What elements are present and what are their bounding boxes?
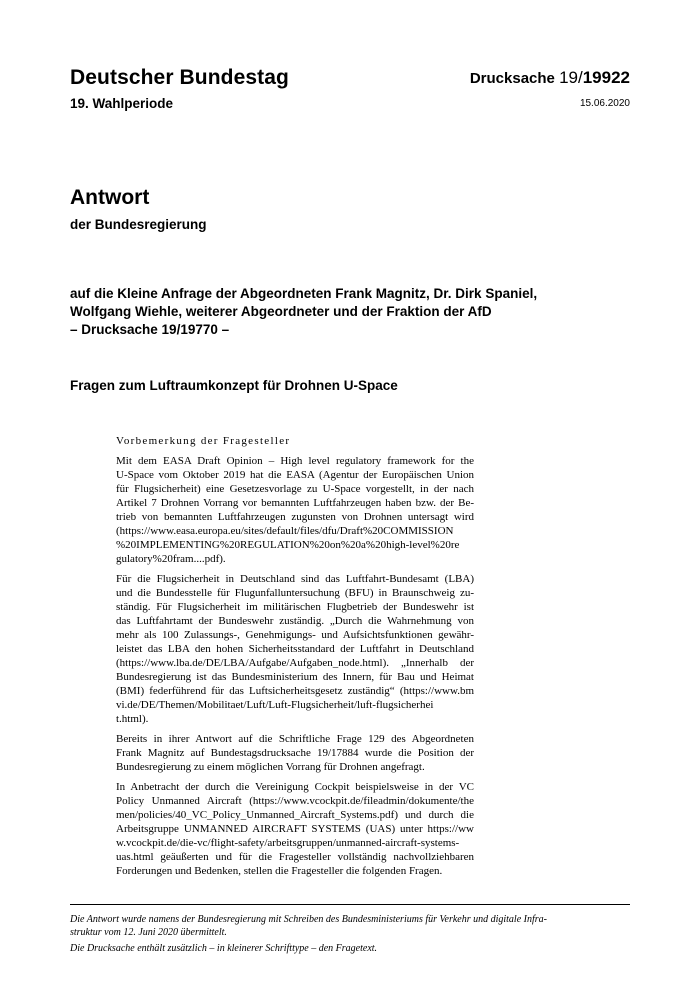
- paragraph-line: gulatory%20fram....pdf).: [116, 553, 226, 565]
- footer-note-line: Die Drucksache enthält zusätzlich – in kleinerer Schrifttype – den Fragetext.: [70, 943, 378, 954]
- paragraph-line: Artikel 7 Drohnen Vorrang vor bemannten Luftfahrzeugen haben bzw. der Be-: [116, 497, 474, 509]
- body-paragraph: [116, 732, 474, 774]
- footer-note-line: struktur vom 12. Juni 2020 übermittelt.: [70, 927, 227, 938]
- anfrage-line: Wolfgang Wiehle, weiterer Abgeordneter und der Fraktion der AfD: [70, 304, 492, 319]
- paragraph-line: Für die Flugsicherheit in Deutschland sind das Luftfahrt-Bundesamt (LBA): [116, 573, 474, 585]
- paragraph-line: leistet das LBA den hohen Sicherheitsstandard der Luftfahrt in Deutschland: [116, 643, 474, 655]
- paragraph-line: Arbeitsgruppe UNMANNED AIRCRAFT SYSTEMS (UAS) unter https://ww: [116, 823, 474, 835]
- paragraph-line: mehr als 100 Zulassungs-, Genehmigungs- und Aufsichtsfunktionen gewähr-: [116, 629, 474, 641]
- paragraph-line: t.html).: [116, 713, 149, 725]
- anfrage-block: [70, 285, 640, 339]
- vorbemerkung-text: [116, 454, 474, 878]
- paragraph-line: ständig. Für Flugsicherheit im militärischen Flugbetrieb der Bundeswehr ist: [116, 601, 474, 613]
- paragraph-line: Frank Magnitz auf Bundestagsdrucksache 19/17884 wurde die Position der: [116, 747, 474, 759]
- vorbemerkung-heading: Vorbemerkung der Fragesteller: [116, 435, 291, 447]
- paragraph-line: U-Space vom Oktober 2019 hat die EASA (Agentur der Europäischen Union: [116, 469, 474, 481]
- paragraph-line: für Flugsicherheit) eine Gesetzesvorlage zu U-Space vorgestellt, in der nach: [116, 483, 474, 495]
- topic-heading: Fragen zum Luftraumkonzept für Drohnen U-Space: [70, 378, 398, 393]
- paragraph-line: vi.de/DE/Themen/Mobilitaet/Luft/Luft-Flugsicherheit/luft-flugsicherhei: [116, 699, 434, 711]
- body-paragraph: [116, 780, 474, 878]
- paragraph-line: %20IMPLEMENTING%20REGULATION%20on%20a%20high-level%20re: [116, 539, 460, 551]
- vorbemerkung-section: [116, 434, 474, 884]
- paragraph-line: Policy Unmanned Aircraft (https://www.vcockpit.de/fileadmin/dokumente/the: [116, 795, 474, 807]
- drucksache-prefix: 19/: [559, 68, 583, 87]
- paragraph-line: Forderungen und Bedenken, stellen die Fragesteller die folgenden Fragen.: [116, 865, 443, 877]
- document-header-left: [70, 66, 289, 111]
- footer-divider: [70, 904, 630, 905]
- page-subtitle: der Bundesregierung: [70, 217, 207, 232]
- paragraph-line: (BMI) federführend für das Luftsicherheitsgesetz zuständig“ (https://www.bm: [116, 685, 474, 697]
- paragraph-line: w.vcockpit.de/die-vc/flight-safety/arbeitsgruppen/unmanned-aircraft-systems-: [116, 837, 460, 849]
- document-header-right: [470, 68, 630, 109]
- paragraph-line: men/policies/40_VC_Policy_Unmanned_Aircraft_Systems.pdf) und durch die: [116, 809, 474, 821]
- paragraph-line: und die Bundesstelle für Flugunfalluntersuchung (BFU) in Braunschweig zu-: [116, 587, 474, 599]
- anfrage-line: – Drucksache 19/19770 –: [70, 322, 230, 337]
- paragraph-line: In Anbetracht der durch die Vereinigung Cockpit beispielsweise in der VC: [116, 781, 474, 793]
- drucksache-num: 19922: [582, 68, 630, 87]
- drucksache-label: Drucksache: [469, 70, 555, 87]
- paragraph-line: das Luftfahrtamt der Bundeswehr zuständig. „Durch die Wahrnehmung von: [116, 615, 474, 627]
- wahlperiode: 19. Wahlperiode: [70, 96, 174, 111]
- paragraph-line: Bereits in ihrer Antwort auf die Schriftliche Frage 129 des Abgeordneten: [116, 733, 474, 745]
- footer-note-line: Die Antwort wurde namens der Bundesregierung mit Schreiben des Bundesministeriums für Verkehr und digitale Infra-: [70, 914, 547, 925]
- drucksache-number: [470, 68, 630, 88]
- paragraph-line: Bundesregierung ist das Bundesministerium des Innern, für Bau und Heimat: [116, 671, 474, 683]
- document-date: 15.06.2020: [579, 98, 630, 109]
- paragraph-line: Bundesregierung zu einem möglichen Vorrang für Drohnen angefragt.: [116, 761, 425, 773]
- body-paragraph: [116, 454, 474, 566]
- page-title: Antwort: [70, 186, 150, 209]
- body-paragraph: [116, 572, 474, 726]
- anfrage-line: auf die Kleine Anfrage der Abgeordneten Frank Magnitz, Dr. Dirk Spaniel,: [70, 286, 538, 301]
- paragraph-line: Mit dem EASA Draft Opinion – High level regulatory framework for the: [116, 455, 474, 467]
- institution-title: Deutscher Bundestag: [70, 66, 289, 89]
- paragraph-line: uas.html geäußerten und für die Fragesteller vollständig nachvollziehbaren: [116, 851, 474, 863]
- paragraph-line: (https://www.lba.de/DE/LBA/Aufgabe/Aufgaben_node.html). „Innerhalb der: [116, 657, 474, 669]
- paragraph-line: (https://www.easa.europa.eu/sites/default/files/dfu/Draft%20COMMISSION: [116, 525, 454, 537]
- paragraph-line: trieb von bemannten Luftfahrzeugen zugunsten von Drohnen untersagt wird: [116, 511, 474, 523]
- footer-notes: [70, 913, 630, 955]
